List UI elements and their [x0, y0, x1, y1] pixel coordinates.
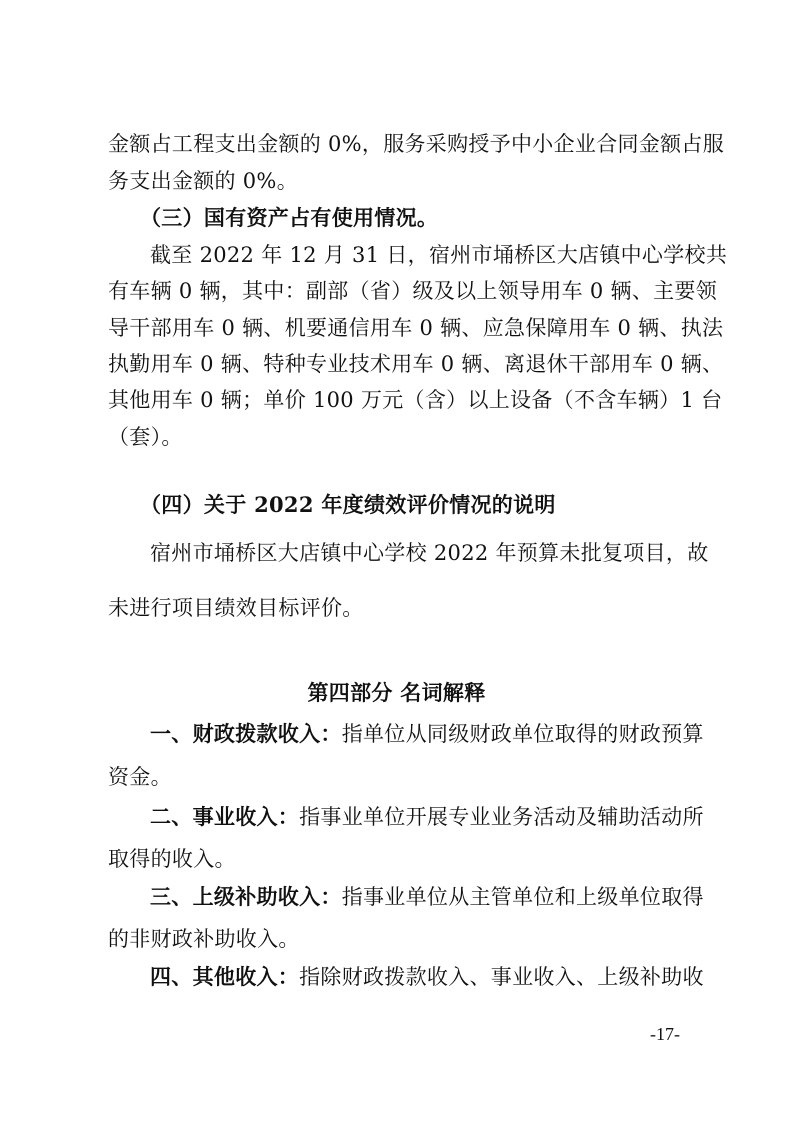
- paragraph-line: 的非财政补助收入。: [108, 927, 300, 951]
- term-text: 指除财政拨款收入、事业收入、上级补助收: [299, 965, 704, 989]
- paragraph-line: 执勤用车 0 辆、特种专业技术用车 0 辆、离退休干部用车 0 辆、: [108, 352, 724, 376]
- paragraph-line: 取得的收入。: [108, 847, 236, 871]
- term-definition: [150, 960, 750, 994]
- paragraph-line: 金额占工程支出金额的 0%，服务采购授予中小企业合同金额占服: [108, 132, 724, 156]
- term-label: 三、上级补助收入：: [150, 884, 342, 909]
- paragraph-line: （套）。: [108, 425, 183, 449]
- term-definition: [150, 880, 750, 914]
- paragraph-line: 资金。: [108, 765, 172, 789]
- term-text: 指事业单位从主管单位和上级单位取得: [341, 885, 704, 909]
- paragraph-line: 未进行项目绩效目标评价。: [108, 596, 364, 620]
- paragraph-line: 截至 2022 年 12 月 31 日，宿州市埇桥区大店镇中心学校共: [150, 243, 728, 267]
- term-label: 二、事业收入：: [150, 804, 300, 829]
- page-number: -17-: [650, 1024, 680, 1044]
- term-label: 一、财政拨款收入：: [150, 721, 342, 746]
- part-title: 第四部分 名词解释: [307, 680, 486, 705]
- term-text: 指单位从同级财政单位取得的财政预算: [341, 722, 704, 746]
- paragraph-line: 有车辆 0 辆，其中：副部（省）级及以上领导用车 0 辆、主要领: [108, 279, 718, 303]
- section-heading: （三）国有资产占有使用情况。: [140, 205, 439, 230]
- term-text: 指事业单位开展专业业务活动及辅助活动所: [299, 805, 704, 829]
- paragraph-line: 务支出金额的 0%。: [108, 169, 298, 193]
- section-heading: （四）关于 2022 年度绩效评价情况的说明: [140, 492, 556, 517]
- paragraph-line: 导干部用车 0 辆、机要通信用车 0 辆、应急保障用车 0 辆、执法: [108, 316, 724, 340]
- term-definition: [150, 800, 750, 834]
- term-label: 四、其他收入：: [150, 964, 300, 989]
- paragraph-line: 其他用车 0 辆；单价 100 万元（含）以上设备（不含车辆）1 台: [108, 388, 723, 412]
- paragraph-line: 宿州市埇桥区大店镇中心学校 2022 年预算未批复项目，故: [150, 541, 709, 565]
- term-definition: [150, 717, 750, 751]
